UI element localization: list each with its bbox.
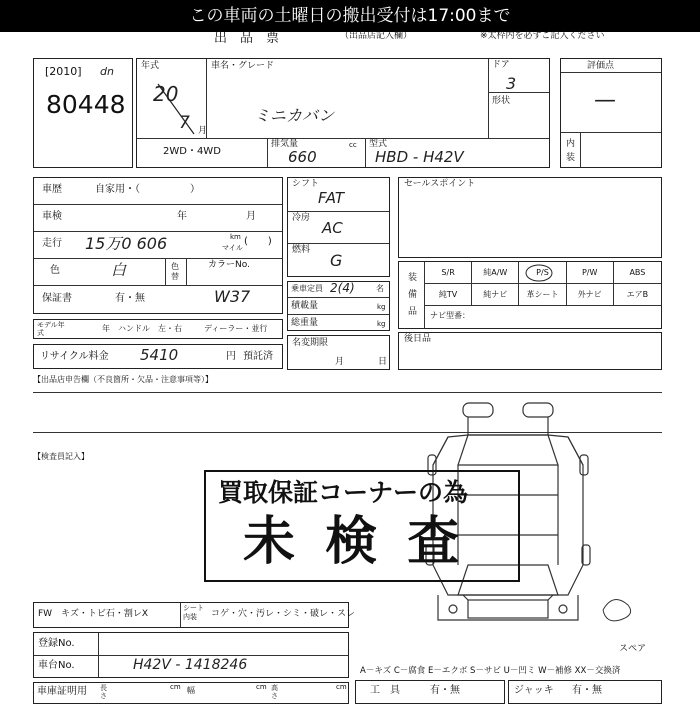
model-label: 型式 [369, 139, 388, 149]
repaint-label: 色替 [171, 262, 179, 281]
shift-label: シフト [292, 179, 320, 189]
sheet-subtitle: （出品店記入欄） [340, 31, 413, 41]
capacity-label: 乗車定員 [291, 284, 323, 293]
warranty-label: 保証書 [42, 293, 72, 304]
mileage-unit-mile: マイル [222, 244, 243, 252]
fuel-label: 燃料 [292, 245, 311, 255]
model-year-label: モデル年式 [37, 321, 65, 337]
after-day-label: 後日品 [404, 334, 432, 344]
inspector-label: 【検査員記入】 [33, 452, 89, 461]
load-unit: kg [377, 303, 386, 311]
score-label: 評価点 [587, 61, 615, 71]
color-value: 白 [111, 261, 127, 279]
model-value: HBD - H42V [375, 148, 464, 166]
equipment-item: エアB [614, 284, 661, 306]
equipment-label: 装備品 [408, 273, 418, 317]
mileage-value: 15万0 606 [85, 234, 168, 253]
mileage-label: 走行 [42, 238, 62, 249]
lot-number: 80448 [46, 90, 126, 119]
jack-label: ジャッキ [514, 685, 554, 696]
shaken-month: 月 [246, 211, 256, 222]
equipment-item: ABS [614, 262, 661, 284]
fuel-value: G [330, 251, 343, 270]
chassis-value: H42V - 1418246 [133, 657, 248, 673]
capacity-unit: 名 [376, 284, 384, 293]
aircon-label: 冷房 [292, 213, 311, 223]
name-change-day: 日 [378, 357, 388, 367]
cert-height: 高さ [271, 684, 278, 700]
equipment-item: 純TV [425, 284, 472, 306]
nenshiki-month: 7 [179, 113, 190, 133]
recycle-value: 5410 [140, 346, 179, 364]
recycle-unit: 円 [226, 351, 236, 362]
interior-label: 内装 [566, 139, 576, 163]
gross-unit: kg [377, 320, 386, 328]
navi-model-label: ナビ型番： [430, 311, 470, 320]
nenshiki-month-label: 月 [198, 126, 208, 136]
sheet-title: 出 品 票 [214, 31, 280, 46]
certificate-label: 車庫証明用 [37, 686, 87, 697]
fw-defects: FW キズ・トビ石・割レX [38, 609, 149, 619]
door-value: 3 [506, 74, 517, 93]
mileage-unit-km: km [230, 233, 241, 241]
equipment-item: 純A/W [472, 262, 519, 284]
ps-circle-mark [522, 262, 556, 284]
color-label: 色 [50, 265, 60, 276]
gross-label: 総重量 [291, 318, 319, 328]
color-code-label: カラーNo. [208, 260, 250, 270]
seller-notes-label: 【出品店申告欄（不良箇所・欠品・注意事項等）】 [33, 375, 213, 384]
equipment-item: 純ナビ [472, 284, 519, 306]
color-code-value: W37 [214, 287, 251, 306]
chassis-label: 車台No. [38, 660, 75, 671]
aircon-value: AC [322, 219, 343, 237]
warranty-value: 有・無 [115, 293, 145, 304]
equipment-item: P/S [519, 262, 566, 284]
name-change-label: 名変期限 [292, 338, 329, 348]
lot-suffix: dn [100, 65, 114, 78]
shaken-label: 車検 [42, 211, 62, 222]
sheet-note: ※太枠内を必ずご記入ください [480, 31, 605, 41]
equipment-item: P/W [567, 262, 614, 284]
sales-point-label: セールスポイント [404, 179, 476, 189]
shape-label: 形状 [492, 96, 511, 106]
cert-height-unit: cm [336, 683, 347, 691]
mileage-bracket: ( ) [244, 236, 272, 247]
displacement-label: 排気量 [271, 139, 299, 149]
cert-width-unit: cm [256, 683, 267, 691]
spare-label: スペア [619, 644, 647, 654]
score-value: — [594, 88, 616, 113]
capacity-value: 2(4) [330, 281, 355, 295]
seat-label: シート内装 [183, 604, 204, 621]
displacement-value: 660 [288, 148, 317, 166]
car-name-label: 車名・グレード [211, 61, 275, 71]
equipment-item: S/R [425, 262, 472, 284]
lot-year-code: [2010] [45, 65, 82, 78]
cert-length: 長さ [100, 684, 107, 700]
nenshiki-value: 20 [153, 82, 179, 106]
recycle-deposit: 預託済 [243, 351, 273, 362]
recycle-label: リサイクル料金 [40, 351, 109, 362]
sales-point-box [398, 177, 662, 258]
shift-value: FAT [318, 189, 345, 207]
dealer-label: ディーラー・並行 [204, 324, 268, 333]
stamp-line2: 未 検 査 [243, 512, 466, 572]
equipment-item: 革シート [519, 284, 566, 306]
cert-width: 幅 [187, 686, 195, 695]
nenshiki-label: 年式 [141, 61, 160, 71]
after-day-box [398, 332, 662, 370]
stamp-line1: 買取保証コーナーの為 [218, 478, 469, 507]
history-value: 自家用・（ ） [95, 184, 200, 195]
handle-label: ハンドル 左・右 [118, 324, 182, 333]
history-label: 車歴 [42, 184, 62, 195]
load-label: 積載量 [291, 301, 319, 311]
equipment-item: 外ナビ [567, 284, 614, 306]
damage-legend: A－キズ C－腐食 E－エクボ S－サビ U－凹ミ W－補修 XX－交換済 [360, 666, 621, 676]
registration-label: 登録No. [38, 638, 75, 649]
seat-defects: コゲ・穴・汚レ・シミ・破レ・スレ [211, 609, 356, 619]
score-box [560, 58, 662, 168]
tools-label: 工 具 [370, 685, 400, 696]
name-change-month: 月 [335, 357, 345, 367]
displacement-unit: cc [349, 141, 357, 149]
model-year-year: 年 [102, 324, 110, 333]
drive-label: 2WD・4WD [163, 146, 221, 157]
shaken-year: 年 [177, 211, 187, 222]
car-name-value: ミニカバン [254, 106, 335, 125]
cert-length-unit: cm [170, 683, 181, 691]
door-label: ドア [492, 60, 510, 70]
saturday-notice-banner: この車両の土曜日の搬出受付は17:00まで [0, 0, 700, 32]
tools-value: 有・無 [430, 685, 460, 696]
jack-value: 有・無 [572, 685, 602, 696]
